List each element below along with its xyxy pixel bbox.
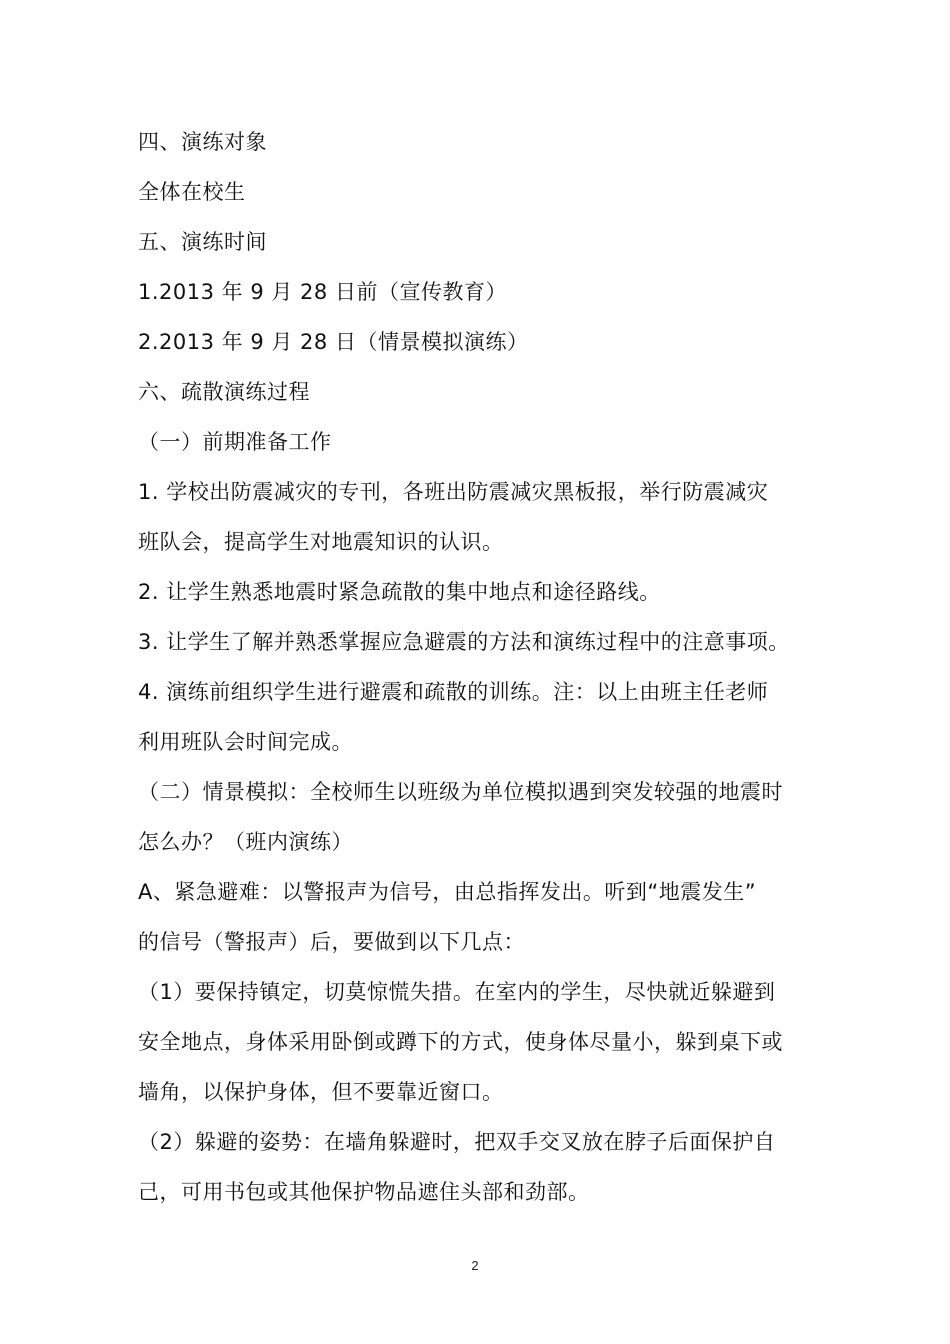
paragraph-line: 己，可用书包或其他保护物品遮住头部和劲部。 bbox=[138, 1180, 590, 1204]
paragraph-line: 墙角，以保护身体，但不要靠近窗口。 bbox=[138, 1080, 504, 1104]
list-item-4: 4. 演练前组织学生进行避震和疏散的训练。注：以上由班主任老师 bbox=[138, 680, 769, 704]
paragraph-line: 全体在校生 bbox=[138, 180, 246, 204]
section-heading-5: 五、演练时间 bbox=[138, 230, 267, 254]
list-item-1-continued: 班队会，提高学生对地震知识的认识。 bbox=[138, 530, 504, 554]
subsection-heading-2-continued: 怎么办？（班内演练） bbox=[138, 830, 353, 854]
subsection-heading-1: （一）前期准备工作 bbox=[138, 430, 332, 454]
page-number: 2 bbox=[471, 1258, 479, 1273]
subsection-heading-2: （二）情景模拟：全校师生以班级为单位模拟遇到突发较强的地震时 bbox=[138, 780, 783, 804]
paragraph-line: 的信号（警报声）后，要做到以下几点： bbox=[138, 930, 525, 954]
paragraph-line: （1）要保持镇定，切莫惊慌失措。在室内的学生，尽快就近躲避到 bbox=[138, 980, 776, 1004]
section-heading-4: 四、演练对象 bbox=[138, 130, 267, 154]
paragraph-line: 1.2013 年 9 月 28 日前（宣传教育） bbox=[138, 280, 507, 304]
paragraph-line: （2）躲避的姿势：在墙角躲避时，把双手交叉放在脖子后面保护自 bbox=[138, 1130, 776, 1154]
list-item-3: 3. 让学生了解并熟悉掌握应急避震的方法和演练过程中的注意事项。 bbox=[138, 630, 790, 654]
list-item-2: 2. 让学生熟悉地震时紧急疏散的集中地点和途径路线。 bbox=[138, 580, 661, 604]
paragraph-line: 2.2013 年 9 月 28 日（情景模拟演练） bbox=[138, 330, 529, 354]
paragraph-line: A、紧急避难：以警报声为信号，由总指挥发出。听到“地震发生” bbox=[138, 880, 757, 904]
section-heading-6: 六、疏散演练过程 bbox=[138, 380, 310, 404]
list-item-4-continued: 利用班队会时间完成。 bbox=[138, 730, 353, 754]
list-item-1: 1. 学校出防震减灾的专刊，各班出防震减灾黑板报，举行防震减灾 bbox=[138, 480, 769, 504]
paragraph-line: 安全地点，身体采用卧倒或蹲下的方式，使身体尽量小，躲到桌下或 bbox=[138, 1030, 783, 1054]
